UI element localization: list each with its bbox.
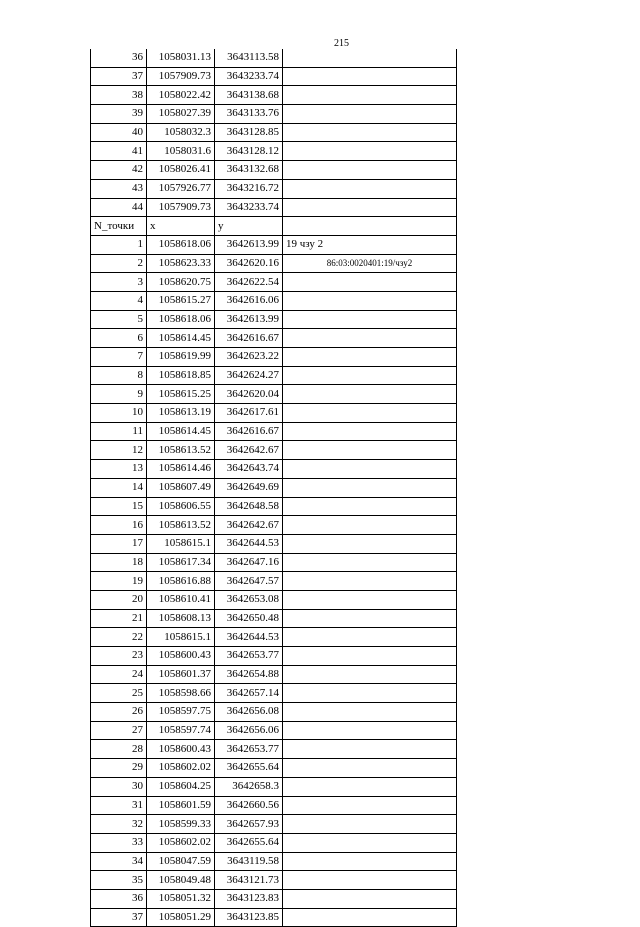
note-cell xyxy=(283,49,457,67)
table-row xyxy=(91,665,457,684)
table-row xyxy=(91,86,457,105)
point-number-cell: 8 xyxy=(91,366,147,385)
point-number-cell: 27 xyxy=(91,721,147,740)
point-number-cell: 37 xyxy=(91,67,147,86)
x-coordinate-cell: 1058051.32 xyxy=(147,889,215,908)
point-number-cell: 29 xyxy=(91,759,147,778)
y-coordinate-cell: 3642660.56 xyxy=(215,796,283,815)
point-number-cell: 43 xyxy=(91,179,147,198)
x-coordinate-cell: 1058617.34 xyxy=(147,553,215,572)
note-cell xyxy=(283,665,457,684)
table-row xyxy=(91,684,457,703)
table-row xyxy=(91,105,457,124)
table-row xyxy=(91,703,457,722)
note-cell xyxy=(283,441,457,460)
y-coordinate-cell: 3642657.14 xyxy=(215,684,283,703)
table-row xyxy=(91,422,457,441)
x-coordinate-cell: 1058615.27 xyxy=(147,291,215,310)
x-coordinate-cell: 1058620.75 xyxy=(147,273,215,292)
point-number-cell: 32 xyxy=(91,815,147,834)
x-coordinate-cell: 1058613.52 xyxy=(147,516,215,535)
point-number-cell: 9 xyxy=(91,385,147,404)
y-coordinate-cell: 3643216.72 xyxy=(215,179,283,198)
y-coordinate-cell: 3642653.77 xyxy=(215,740,283,759)
note-cell xyxy=(283,142,457,161)
note-cell xyxy=(283,833,457,852)
table-row xyxy=(91,49,457,67)
table-row xyxy=(91,441,457,460)
point-number-cell: 38 xyxy=(91,86,147,105)
table-row xyxy=(91,553,457,572)
note-cell xyxy=(283,516,457,535)
point-number-cell: 18 xyxy=(91,553,147,572)
x-coordinate-cell: 1058615.25 xyxy=(147,385,215,404)
point-number-cell: 12 xyxy=(91,441,147,460)
table-header-row xyxy=(91,217,457,236)
table-row xyxy=(91,647,457,666)
note-cell xyxy=(283,777,457,796)
x-coordinate-cell: 1058613.19 xyxy=(147,404,215,423)
table-row xyxy=(91,235,457,254)
note-cell xyxy=(283,647,457,666)
table-row xyxy=(91,67,457,86)
note-cell xyxy=(283,852,457,871)
note-cell xyxy=(283,572,457,591)
x-coordinate-cell: 1058597.75 xyxy=(147,703,215,722)
y-coordinate-cell: 3643123.85 xyxy=(215,908,283,927)
point-number-cell: 39 xyxy=(91,105,147,124)
note-cell xyxy=(283,422,457,441)
x-coordinate-cell: 1058027.39 xyxy=(147,105,215,124)
table-row xyxy=(91,815,457,834)
x-coordinate-cell: 1058602.02 xyxy=(147,833,215,852)
table-row xyxy=(91,871,457,890)
y-coordinate-cell: 3642620.04 xyxy=(215,385,283,404)
point-number-cell: 22 xyxy=(91,628,147,647)
point-number-cell: 35 xyxy=(91,871,147,890)
note-cell xyxy=(283,628,457,647)
note-cell xyxy=(283,815,457,834)
point-number-cell: 25 xyxy=(91,684,147,703)
table-row xyxy=(91,889,457,908)
y-coordinate-cell: 3642658.3 xyxy=(215,777,283,796)
x-coordinate-cell: 1058610.41 xyxy=(147,590,215,609)
table-row xyxy=(91,609,457,628)
point-number-cell: 7 xyxy=(91,348,147,367)
y-coordinate-cell: 3643138.68 xyxy=(215,86,283,105)
table-row xyxy=(91,329,457,348)
x-coordinate-cell: 1058604.25 xyxy=(147,777,215,796)
x-coordinate-cell: 1058026.41 xyxy=(147,161,215,180)
y-coordinate-cell: 3642613.99 xyxy=(215,235,283,254)
y-coordinate-cell: 3642656.06 xyxy=(215,721,283,740)
note-cell xyxy=(283,329,457,348)
point-number-cell: 40 xyxy=(91,123,147,142)
y-coordinate-cell: 3642647.57 xyxy=(215,572,283,591)
table-row xyxy=(91,478,457,497)
y-coordinate-cell: 3642655.64 xyxy=(215,759,283,778)
note-cell: 19 чзу 2 xyxy=(283,235,457,254)
point-number-cell: 21 xyxy=(91,609,147,628)
x-coordinate-cell: 1058614.46 xyxy=(147,460,215,479)
x-coordinate-cell: 1058599.33 xyxy=(147,815,215,834)
x-coordinate-cell: 1058049.48 xyxy=(147,871,215,890)
x-coordinate-cell: 1058600.43 xyxy=(147,740,215,759)
table-row xyxy=(91,497,457,516)
point-number-cell: 16 xyxy=(91,516,147,535)
note-cell: 86:03:0020401:19/чзу2 xyxy=(283,254,457,273)
point-number-cell: 28 xyxy=(91,740,147,759)
note-cell xyxy=(283,534,457,553)
y-coordinate-cell: 3642623.22 xyxy=(215,348,283,367)
x-coordinate-cell: 1058608.13 xyxy=(147,609,215,628)
x-coordinate-cell: 1058032.3 xyxy=(147,123,215,142)
note-cell xyxy=(283,590,457,609)
point-number-cell: 44 xyxy=(91,198,147,217)
x-coordinate-cell: 1058614.45 xyxy=(147,329,215,348)
y-coordinate-cell: 3642649.69 xyxy=(215,478,283,497)
note-cell xyxy=(283,871,457,890)
y-coordinate-cell: 3642616.06 xyxy=(215,291,283,310)
note-cell xyxy=(283,478,457,497)
note-cell xyxy=(283,86,457,105)
y-coordinate-cell: 3642653.77 xyxy=(215,647,283,666)
y-coordinate-cell: 3642654.88 xyxy=(215,665,283,684)
table-row xyxy=(91,460,457,479)
x-coordinate-cell: 1058614.45 xyxy=(147,422,215,441)
table-row xyxy=(91,833,457,852)
point-number-cell: 6 xyxy=(91,329,147,348)
y-coordinate-cell: 3642622.54 xyxy=(215,273,283,292)
point-number-cell: 36 xyxy=(91,49,147,67)
note-cell xyxy=(283,703,457,722)
note-cell xyxy=(283,460,457,479)
table-row xyxy=(91,721,457,740)
table-row xyxy=(91,628,457,647)
x-coordinate-cell: 1058619.99 xyxy=(147,348,215,367)
point-number-cell: 19 xyxy=(91,572,147,591)
point-number-cell: 5 xyxy=(91,310,147,329)
y-coordinate-cell: 3642617.61 xyxy=(215,404,283,423)
y-coordinate-cell: 3643128.12 xyxy=(215,142,283,161)
x-coordinate-cell: 1058600.43 xyxy=(147,647,215,666)
point-number-cell: 10 xyxy=(91,404,147,423)
note-cell xyxy=(283,796,457,815)
x-coordinate-cell: 1058616.88 xyxy=(147,572,215,591)
y-coordinate-cell: 3642620.16 xyxy=(215,254,283,273)
y-coordinate-cell: 3643119.58 xyxy=(215,852,283,871)
table-row xyxy=(91,572,457,591)
y-coordinate-cell: 3643113.58 xyxy=(215,49,283,67)
x-coordinate-cell: 1058022.42 xyxy=(147,86,215,105)
note-cell xyxy=(283,67,457,86)
table-row xyxy=(91,740,457,759)
x-coordinate-cell: 1058051.29 xyxy=(147,908,215,927)
note-cell xyxy=(283,291,457,310)
y-coordinate-cell: 3643123.83 xyxy=(215,889,283,908)
table-row xyxy=(91,179,457,198)
y-coordinate-cell: 3642648.58 xyxy=(215,497,283,516)
y-coordinate-cell: 3643133.76 xyxy=(215,105,283,124)
point-number-cell: 33 xyxy=(91,833,147,852)
y-coordinate-cell: 3642655.64 xyxy=(215,833,283,852)
point-number-cell: 24 xyxy=(91,665,147,684)
point-number-cell: 30 xyxy=(91,777,147,796)
table-row xyxy=(91,590,457,609)
point-number-cell: 11 xyxy=(91,422,147,441)
point-number-cell: 36 xyxy=(91,889,147,908)
y-coordinate-cell: 3642642.67 xyxy=(215,441,283,460)
y-coordinate-cell: 3642644.53 xyxy=(215,628,283,647)
point-number-cell: 20 xyxy=(91,590,147,609)
x-coordinate-cell: 1058047.59 xyxy=(147,852,215,871)
x-coordinate-cell: 1058615.1 xyxy=(147,628,215,647)
point-number-cell: 2 xyxy=(91,254,147,273)
table-row xyxy=(91,366,457,385)
x-coordinate-cell: 1058597.74 xyxy=(147,721,215,740)
y-coordinate-cell: 3642616.67 xyxy=(215,422,283,441)
point-number-cell: 13 xyxy=(91,460,147,479)
table-row xyxy=(91,291,457,310)
point-number-cell: 34 xyxy=(91,852,147,871)
point-number-cell: 15 xyxy=(91,497,147,516)
table-row xyxy=(91,759,457,778)
x-coordinate-cell: 1058031.13 xyxy=(147,49,215,67)
x-coordinate-cell: 1058618.85 xyxy=(147,366,215,385)
note-cell xyxy=(283,908,457,927)
header-x: x xyxy=(147,217,215,236)
table-row xyxy=(91,852,457,871)
point-number-cell: 26 xyxy=(91,703,147,722)
point-number-cell: 1 xyxy=(91,235,147,254)
table-row xyxy=(91,348,457,367)
x-coordinate-cell: 1058601.59 xyxy=(147,796,215,815)
x-coordinate-cell: 1058607.49 xyxy=(147,478,215,497)
note-cell xyxy=(283,348,457,367)
point-number-cell: 14 xyxy=(91,478,147,497)
x-coordinate-cell: 1058598.66 xyxy=(147,684,215,703)
note-cell xyxy=(283,385,457,404)
point-number-cell: 42 xyxy=(91,161,147,180)
table-row xyxy=(91,796,457,815)
note-cell xyxy=(283,553,457,572)
header-point-number: N_точки xyxy=(91,217,147,236)
y-coordinate-cell: 3643132.68 xyxy=(215,161,283,180)
table-row xyxy=(91,385,457,404)
x-coordinate-cell: 1058623.33 xyxy=(147,254,215,273)
note-cell xyxy=(283,161,457,180)
table-row xyxy=(91,404,457,423)
note-cell xyxy=(283,721,457,740)
table-row xyxy=(91,273,457,292)
table-row xyxy=(91,908,457,927)
y-coordinate-cell: 3642656.08 xyxy=(215,703,283,722)
note-cell xyxy=(283,366,457,385)
table-row xyxy=(91,198,457,217)
note-cell xyxy=(283,684,457,703)
x-coordinate-cell: 1058613.52 xyxy=(147,441,215,460)
note-cell xyxy=(283,273,457,292)
x-coordinate-cell: 1058618.06 xyxy=(147,310,215,329)
coordinates-table xyxy=(90,49,457,927)
x-coordinate-cell: 1058618.06 xyxy=(147,235,215,254)
point-number-cell: 17 xyxy=(91,534,147,553)
point-number-cell: 41 xyxy=(91,142,147,161)
table-row xyxy=(91,123,457,142)
x-coordinate-cell: 1058606.55 xyxy=(147,497,215,516)
y-coordinate-cell: 3642644.53 xyxy=(215,534,283,553)
table-row xyxy=(91,516,457,535)
point-number-cell: 31 xyxy=(91,796,147,815)
note-cell xyxy=(283,198,457,217)
y-coordinate-cell: 3643233.74 xyxy=(215,67,283,86)
note-cell xyxy=(283,889,457,908)
table-row xyxy=(91,142,457,161)
table-row xyxy=(91,254,457,273)
x-coordinate-cell: 1057909.73 xyxy=(147,67,215,86)
x-coordinate-cell: 1058615.1 xyxy=(147,534,215,553)
y-coordinate-cell: 3643128.85 xyxy=(215,123,283,142)
y-coordinate-cell: 3642624.27 xyxy=(215,366,283,385)
note-cell xyxy=(283,740,457,759)
x-coordinate-cell: 1057909.73 xyxy=(147,198,215,217)
note-cell xyxy=(283,609,457,628)
table-row xyxy=(91,534,457,553)
header-note xyxy=(283,217,457,236)
point-number-cell: 4 xyxy=(91,291,147,310)
point-number-cell: 3 xyxy=(91,273,147,292)
y-coordinate-cell: 3642616.67 xyxy=(215,329,283,348)
x-coordinate-cell: 1058031.6 xyxy=(147,142,215,161)
x-coordinate-cell: 1058602.02 xyxy=(147,759,215,778)
page-number: 215 xyxy=(334,38,349,49)
y-coordinate-cell: 3642642.67 xyxy=(215,516,283,535)
y-coordinate-cell: 3642643.74 xyxy=(215,460,283,479)
header-y: y xyxy=(215,217,283,236)
y-coordinate-cell: 3642613.99 xyxy=(215,310,283,329)
note-cell xyxy=(283,404,457,423)
note-cell xyxy=(283,497,457,516)
y-coordinate-cell: 3643233.74 xyxy=(215,198,283,217)
note-cell xyxy=(283,105,457,124)
note-cell xyxy=(283,759,457,778)
y-coordinate-cell: 3642653.08 xyxy=(215,590,283,609)
y-coordinate-cell: 3642647.16 xyxy=(215,553,283,572)
note-cell xyxy=(283,123,457,142)
y-coordinate-cell: 3642657.93 xyxy=(215,815,283,834)
table-row xyxy=(91,161,457,180)
note-cell xyxy=(283,310,457,329)
point-number-cell: 37 xyxy=(91,908,147,927)
x-coordinate-cell: 1058601.37 xyxy=(147,665,215,684)
table-row xyxy=(91,777,457,796)
table-row xyxy=(91,310,457,329)
y-coordinate-cell: 3643121.73 xyxy=(215,871,283,890)
note-cell xyxy=(283,179,457,198)
point-number-cell: 23 xyxy=(91,647,147,666)
y-coordinate-cell: 3642650.48 xyxy=(215,609,283,628)
x-coordinate-cell: 1057926.77 xyxy=(147,179,215,198)
